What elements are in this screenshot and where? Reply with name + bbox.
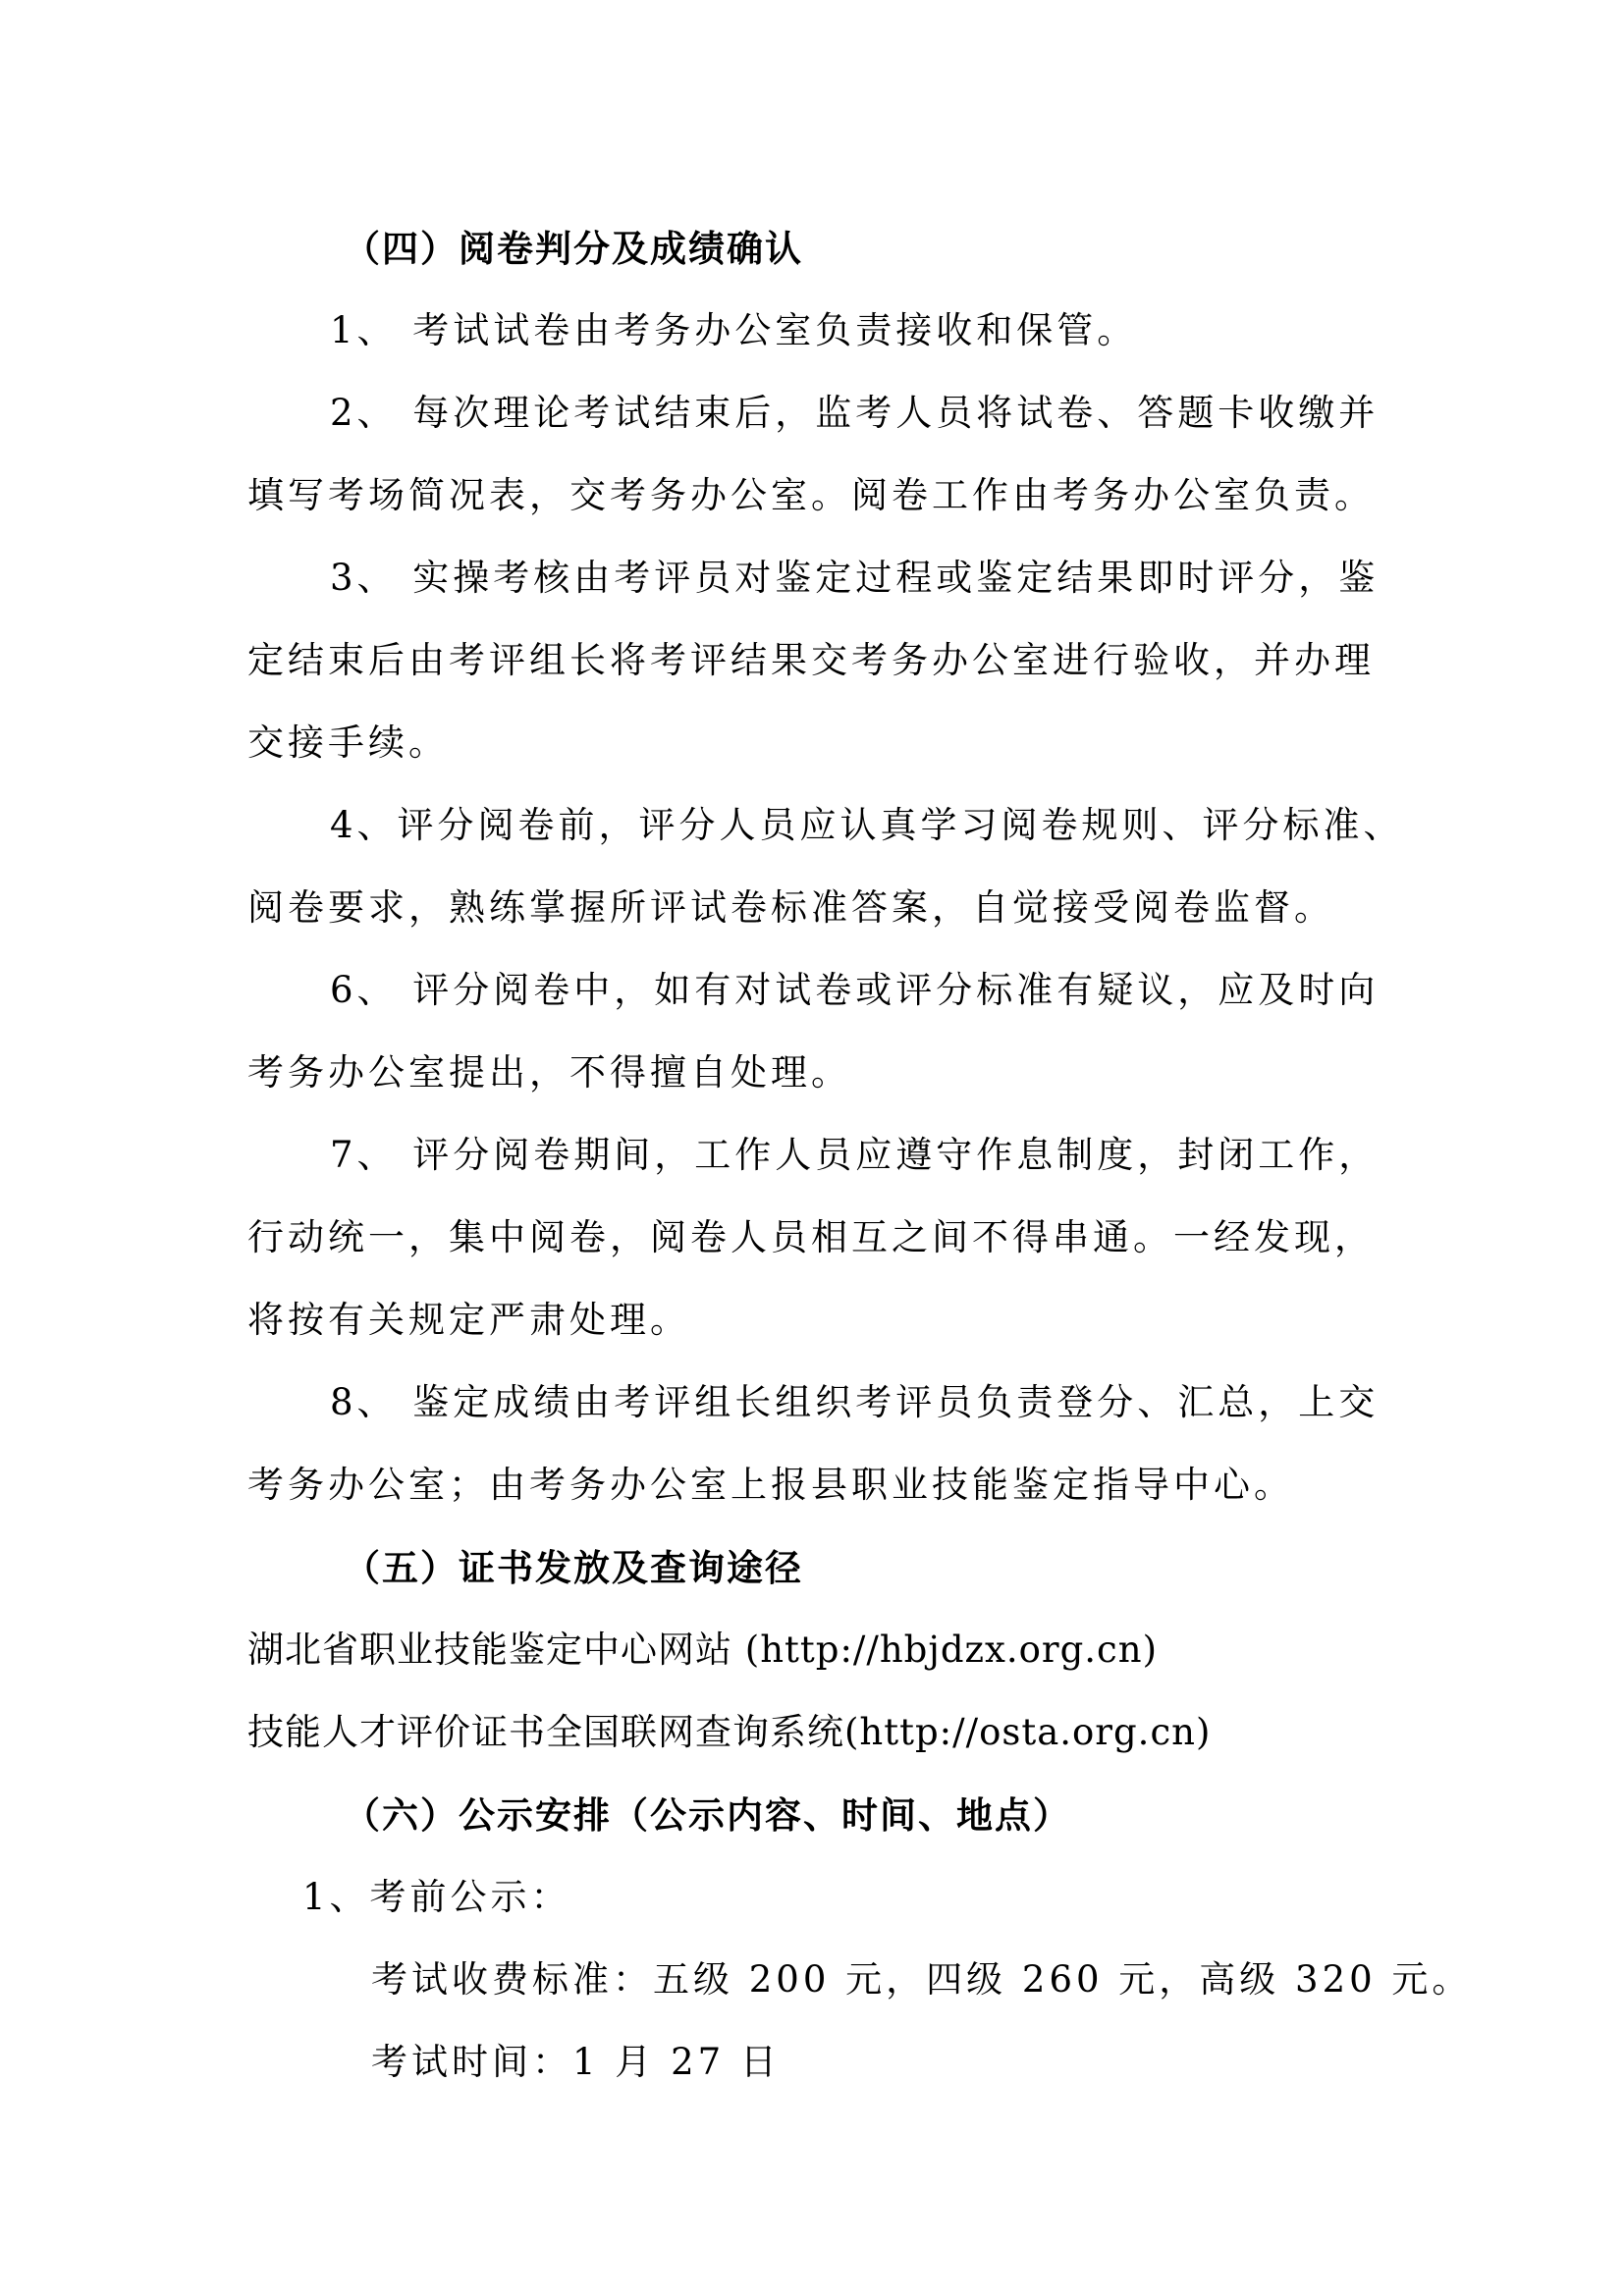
section-4-item-3-line-1: 3、 实操考核由考评员对鉴定过程或鉴定结果即时评分，鉴	[330, 557, 1380, 599]
section-4-item-6-line-2: 考务办公室提出，不得擅自处理。	[247, 1051, 851, 1094]
section-6-heading: （六）公示安排（公示内容、时间、地点）	[344, 1793, 1071, 1837]
section-4-item-7-line-3: 将按有关规定严肃处理。	[247, 1299, 690, 1341]
section-6-item-1: 1、考前公示：	[302, 1876, 571, 1918]
section-4-heading: （四）阅卷判分及成绩确认	[344, 227, 803, 270]
section-4-item-2-line-2: 填写考场简况表，交考务办公室。阅卷工作由考务办公室负责。	[247, 474, 1375, 516]
section-4-item-7-line-2: 行动统一，集中阅卷，阅卷人员相互之间不得串通。一经发现，	[247, 1216, 1375, 1258]
section-4-item-4-line-2: 阅卷要求，熟练掌握所评试卷标准答案，自觉接受阅卷监督。	[247, 886, 1334, 929]
exam-time: 考试时间：1 月 27 日	[371, 2041, 781, 2083]
query-site-osta: 技能人才评价证书全国联网查询系统(http://osta.org.cn)	[247, 1711, 1212, 1753]
section-4-item-4-line-1: 4、评分阅卷前，评分人员应认真学习阅卷规则、评分标准、	[330, 804, 1404, 846]
section-4-item-8-line-2: 考务办公室；由考务办公室上报县职业技能鉴定指导中心。	[247, 1464, 1294, 1506]
section-4-item-7-line-1: 7、 评分阅卷期间，工作人员应遵守作息制度，封闭工作，	[330, 1134, 1380, 1176]
exam-fee-standard: 考试收费标准：五级 200 元，四级 260 元，高级 320 元。	[371, 1958, 1473, 2001]
query-site-hbjdzx: 湖北省职业技能鉴定中心网站 (http://hbjdzx.org.cn)	[247, 1629, 1159, 1671]
section-4-item-2-line-1: 2、 每次理论考试结束后，监考人员将试卷、答题卡收缴并	[330, 392, 1380, 434]
section-4-item-3-line-2: 定结束后由考评组长将考评结果交考务办公室进行验收，并办理	[247, 639, 1375, 681]
section-4-item-8-line-1: 8、 鉴定成绩由考评组长组织考评员负责登分、汇总，上交	[330, 1381, 1380, 1423]
section-4-item-1: 1、 考试试卷由考务办公室负责接收和保管。	[330, 309, 1138, 351]
section-4-item-6-line-1: 6、 评分阅卷中，如有对试卷或评分标准有疑议，应及时向	[330, 969, 1380, 1011]
section-4-item-3-line-3: 交接手续。	[247, 721, 449, 764]
section-5-heading: （五）证书发放及查询途径	[344, 1546, 803, 1589]
